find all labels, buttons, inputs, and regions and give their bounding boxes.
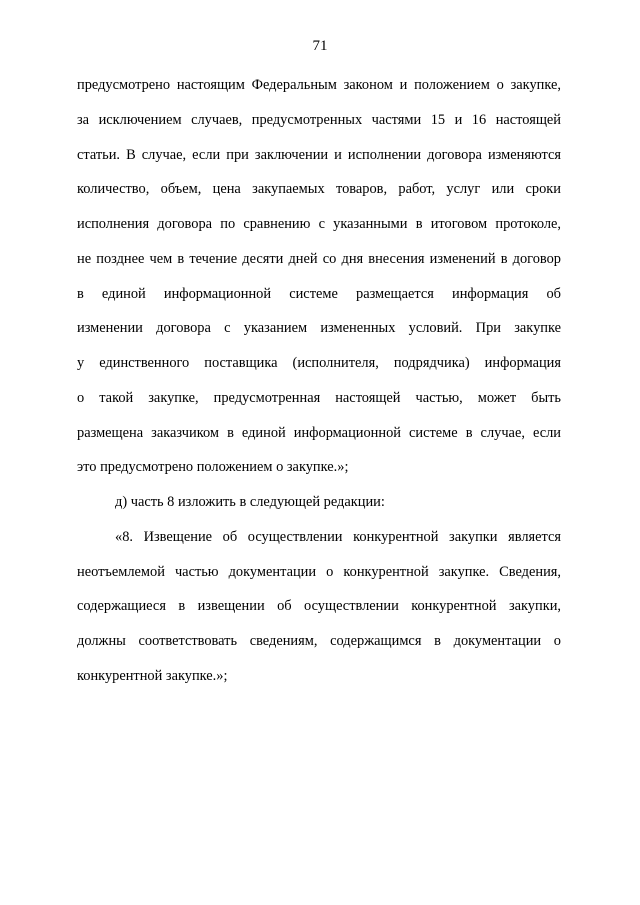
text-line: исполнения договора по сравнению с указанными в итоговом протоколе, [77, 216, 561, 232]
text-line: «8. Извещение об осуществлении конкурентной закупки является [115, 529, 561, 545]
text-line: статьи. В случае, если при заключении и исполнении договора изменяются [77, 147, 561, 163]
text-line: содержащиеся в извещении об осуществлении конкурентной закупки, [77, 598, 561, 614]
text-line: у единственного поставщика (исполнителя, подрядчика) информация [77, 355, 561, 371]
text-line: д) часть 8 изложить в следующей редакции: [115, 494, 385, 510]
text-line: должны соответствовать сведениям, содержащимся в документации о [77, 633, 561, 649]
page-number: 71 [312, 38, 328, 54]
text-line: размещена заказчиком в единой информационной системе в случае, если [77, 425, 561, 441]
text-line: конкурентной закупке.»; [77, 668, 228, 684]
text-line: неотъемлемой частью документации о конкурентной закупке. Сведения, [77, 564, 561, 580]
text-line: в единой информационной системе размещается информация об [77, 286, 561, 302]
text-line: не позднее чем в течение десяти дней со дня внесения изменений в договор [77, 251, 561, 267]
text-line: изменении договора с указанием измененных условий. При закупке [77, 320, 561, 336]
text-line: это предусмотрено положением о закупке.»; [77, 459, 349, 475]
text-line: количество, объем, цена закупаемых товаров, работ, услуг или сроки [77, 181, 561, 197]
text-line: о такой закупке, предусмотренная настоящей частью, может быть [77, 390, 561, 406]
text-line: предусмотрено настоящим Федеральным законом и положением о закупке, [77, 77, 561, 93]
text-line: за исключением случаев, предусмотренных частями 15 и 16 настоящей [77, 112, 561, 128]
